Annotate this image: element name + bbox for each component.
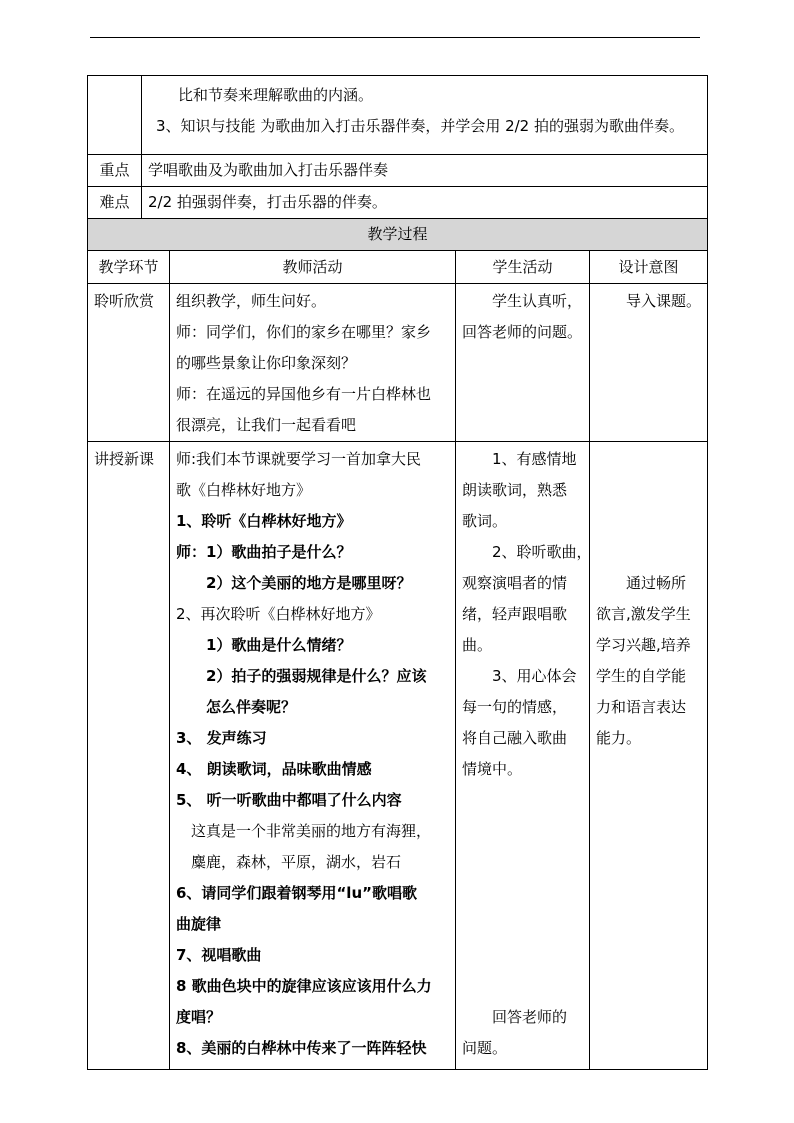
teacher-cell — [170, 442, 456, 1070]
student-line: 回答老师的问题。 — [462, 323, 583, 341]
teacher-line: 8、美丽的白桦林中传来了一阵阵轻快 — [176, 1039, 427, 1057]
teacher-line: 6、请同学们跟着钢琴用“lu”歌唱歌 — [176, 884, 417, 902]
goal-line: 3、知识与技能 为歌曲加入打击乐器伴奏，并学会用 2/2 拍的强弱为歌曲伴奏。 — [156, 117, 684, 135]
difficulty-row — [88, 187, 708, 219]
student-line: 朗读歌词，熟悉 — [462, 481, 568, 499]
student-line: 将自己融入歌曲 — [462, 729, 568, 747]
teacher-line: 7、视唱歌曲 — [176, 946, 262, 964]
teacher-line: 师：同学们，你们的家乡在哪里？家乡 — [176, 323, 432, 341]
process-header-row — [88, 251, 708, 284]
goals-label-cell — [88, 76, 142, 155]
header-teacher: 教师活动 — [170, 251, 456, 284]
key-point-label: 重点 — [88, 155, 142, 187]
teacher-line: 歌《白桦林好地方》 — [176, 481, 312, 499]
teacher-line: 4、 朗读歌词，品味歌曲情感 — [176, 760, 372, 778]
teacher-line: 怎么伴奏呢？ — [206, 698, 297, 716]
student-line: 观察演唱者的情 — [462, 574, 568, 592]
process-row-listen — [88, 284, 708, 442]
teacher-line: 师:我们本节课就要学习一首加拿大民 — [176, 450, 422, 468]
teacher-line: 5、 听一听歌曲中都唱了什么内容 — [176, 791, 402, 809]
teacher-line: 1、聆听《白桦林好地方》 — [176, 512, 352, 530]
stage-cell — [88, 284, 170, 442]
goals-cell — [142, 76, 708, 155]
student-line: 学生认真听， — [492, 292, 583, 310]
intent-line: 力和语言表达 — [596, 698, 687, 716]
intent-line: 欲言,激发学生 — [596, 605, 691, 623]
student-line: 歌词。 — [462, 512, 508, 530]
teacher-line: 2）拍子的强弱规律是什么？应该 — [206, 667, 427, 685]
process-row-teach — [88, 442, 708, 1070]
student-spacer — [462, 785, 583, 1002]
teacher-line: 2）这个美丽的地方是哪里呀？ — [206, 574, 412, 592]
student-line: 问题。 — [462, 1039, 508, 1057]
intent-line: 能力。 — [596, 729, 642, 747]
student-line: 回答老师的 — [492, 1008, 568, 1026]
student-line: 2、聆听歌曲， — [492, 543, 592, 561]
teacher-line: 的哪些景象让你印象深刻？ — [176, 354, 357, 372]
lesson-plan-table — [87, 75, 708, 1070]
header-rule — [90, 37, 700, 38]
process-title: 教学过程 — [88, 219, 708, 251]
goals-row — [88, 76, 708, 155]
key-point-text: 学唱歌曲及为歌曲加入打击乐器伴奏 — [142, 155, 708, 187]
intent-line: 学生的自学能 — [596, 667, 687, 685]
difficulty-label: 难点 — [88, 187, 142, 219]
intent-spacer — [596, 444, 701, 568]
student-line: 绪，轻声跟唱歌 — [462, 605, 568, 623]
student-line: 每一句的情感， — [462, 698, 568, 716]
process-title-row — [88, 219, 708, 251]
teacher-line: 2、再次聆听《白桦林好地方》 — [176, 605, 381, 623]
student-line: 3、用心体会 — [492, 667, 577, 685]
teacher-line: 很漂亮，让我们一起看看吧 — [176, 416, 357, 434]
intent-line: 学习兴趣,培养 — [596, 636, 691, 654]
teacher-line: 这真是一个非常美丽的地方有海狸， — [191, 822, 432, 840]
teacher-line: 麋鹿，森林，平原，湖水，岩石 — [191, 853, 402, 871]
difficulty-text: 2/2 拍强弱伴奏，打击乐器的伴奏。 — [142, 187, 708, 219]
intent-line: 导入课题。 — [626, 292, 702, 310]
header-student: 学生活动 — [456, 251, 590, 284]
student-cell — [456, 284, 590, 442]
student-line: 1、有感情地 — [492, 450, 577, 468]
teacher-line: 1）歌曲是什么情绪？ — [206, 636, 352, 654]
teacher-cell — [170, 284, 456, 442]
teacher-line: 组织教学，师生问好。 — [176, 292, 327, 310]
teacher-line: 3、 发声练习 — [176, 729, 267, 747]
goal-line: 比和节奏来理解歌曲的内涵。 — [178, 86, 374, 104]
intent-cell — [590, 442, 708, 1070]
intent-cell — [590, 284, 708, 442]
student-line: 曲。 — [462, 636, 493, 654]
stage-label: 讲授新课 — [94, 450, 155, 468]
student-cell — [456, 442, 590, 1070]
student-line: 情境中。 — [462, 760, 523, 778]
key-point-row — [88, 155, 708, 187]
header-stage: 教学环节 — [88, 251, 170, 284]
stage-cell — [88, 442, 170, 1070]
teacher-line: 师：在遥远的异国他乡有一片白桦林也 — [176, 385, 432, 403]
teacher-line: 师：1）歌曲拍子是什么？ — [176, 543, 352, 561]
intent-line: 通过畅所 — [626, 574, 687, 592]
header-intent: 设计意图 — [590, 251, 708, 284]
teacher-line: 曲旋律 — [176, 915, 222, 933]
stage-label: 聆听欣赏 — [94, 292, 155, 310]
teacher-line: 8 歌曲色块中的旋律应该应该用什么力 — [176, 977, 432, 995]
teacher-line: 度唱？ — [176, 1008, 222, 1026]
